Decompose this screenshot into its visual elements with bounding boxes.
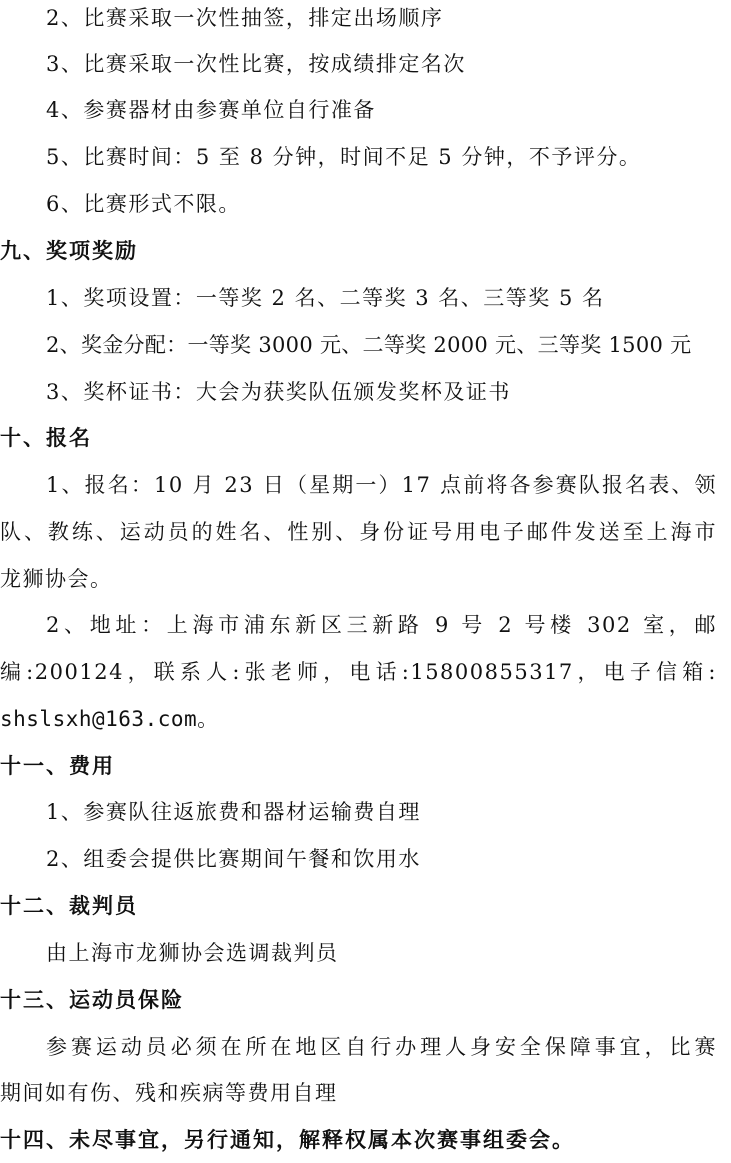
rule-item-3: 3、比赛采取一次性比赛，按成绩排定名次 bbox=[46, 52, 466, 76]
registration-paragraph-line: 1、报名：10 月 23 日（星期一）17 点前将各参赛队报名表、领 bbox=[46, 473, 717, 497]
section-heading-registration: 十、报名 bbox=[0, 426, 92, 450]
award-item-3: 3、奖杯证书：大会为获奖队伍颁发奖杯及证书 bbox=[46, 380, 511, 404]
registration-paragraph-line: 队、教练、运动员的姓名、性别、身份证号用电子邮件发送至上海市 bbox=[0, 520, 717, 544]
address-paragraph-line: 2、地址：上海市浦东新区三新路 9 号 2 号楼 302 室，邮 bbox=[46, 613, 717, 637]
address-paragraph-line: 编:200124，联系人:张老师，电话:15800855317，电子信箱: bbox=[0, 660, 717, 684]
insurance-paragraph-line: 期间如有伤、残和疾病等费用自理 bbox=[0, 1081, 338, 1105]
section-heading-awards: 九、奖项奖励 bbox=[0, 239, 138, 263]
rule-item-5: 5、比赛时间：5 至 8 分钟，时间不足 5 分钟，不予评分。 bbox=[46, 145, 642, 169]
rule-item-6: 6、比赛形式不限。 bbox=[46, 192, 241, 216]
email-address: shslsxh@163.com。 bbox=[0, 707, 219, 731]
registration-paragraph-line: 龙狮协会。 bbox=[0, 567, 113, 591]
section-heading-fees: 十一、费用 bbox=[0, 754, 115, 778]
section-heading-final-note: 十四、未尽事宜，另行通知，解释权属本次赛事组委会。 bbox=[0, 1128, 575, 1152]
fee-item-1: 1、参赛队往返旅费和器材运输费自理 bbox=[46, 800, 421, 824]
award-item-2: 2、奖金分配：一等奖 3000 元、二等奖 2000 元、三等奖 1500 元 bbox=[46, 333, 692, 357]
rule-item-2: 2、比赛采取一次性抽签，排定出场顺序 bbox=[46, 6, 444, 30]
insurance-paragraph-line: 参赛运动员必须在所在地区自行办理人身安全保障事宜，比赛 bbox=[46, 1035, 717, 1059]
section-heading-referees: 十二、裁判员 bbox=[0, 894, 138, 918]
award-item-1: 1、奖项设置：一等奖 2 名、二等奖 3 名、三等奖 5 名 bbox=[46, 286, 605, 310]
section-heading-insurance: 十三、运动员保险 bbox=[0, 988, 184, 1012]
rule-item-4: 4、参赛器材由参赛单位自行准备 bbox=[46, 98, 376, 122]
referees-text: 由上海市龙狮协会选调裁判员 bbox=[46, 941, 339, 965]
fee-item-2: 2、组委会提供比赛期间午餐和饮用水 bbox=[46, 847, 421, 871]
